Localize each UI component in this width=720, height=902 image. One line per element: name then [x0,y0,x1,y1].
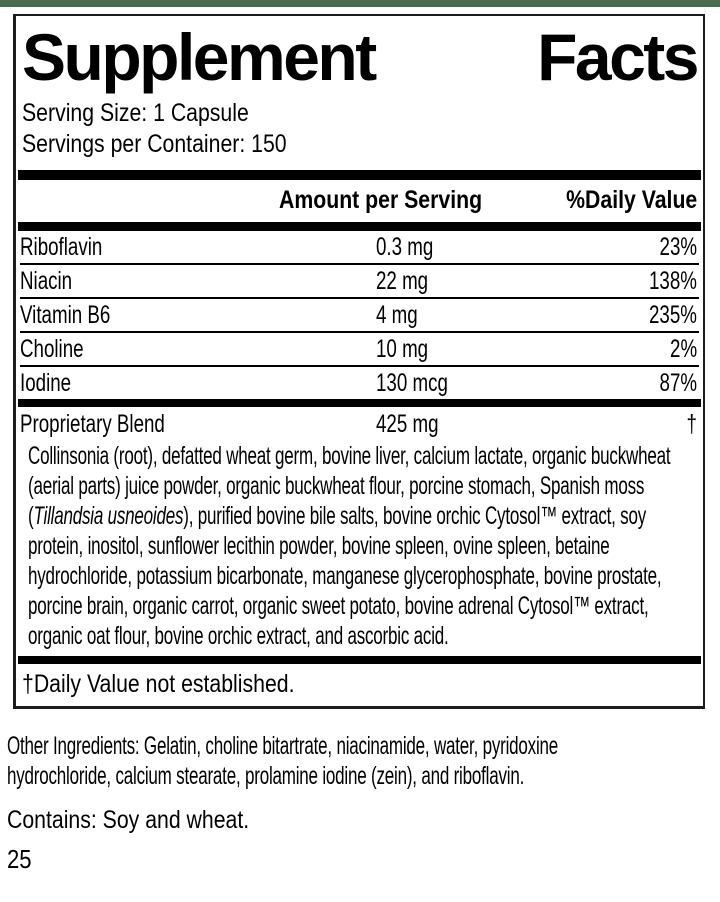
servings-per-container-text: Servings per Container: 150 [22,130,287,158]
nutrient-row-iodine [20,365,699,399]
blend-ingredients-text: Collinsonia (root), defatted wheat germ, bovine liver, calcium lactate, organic buckwheat (aerial parts) juice powder, organic buckwheat flour, porcine stomach, Spanish moss (Tillandsia usneoides), purified bovine bile salts, bovine orchic Cytosol™ extract, soy protein, inositol, sunflower lecithin powder, bovine spleen, ovine spleen, betaine hydrochloride, potassium bicarbonate, manganese glycerophosphate, bovine prostate, porcine brain, organic carrot, organic sweet potato, bovine adrenal Cytosol™ extract, organic oat flour, bovine orchic extract, and ascorbic acid. [28,442,671,650]
blend-dv-dagger: † [686,409,697,438]
nutrient-dv: 23% [659,232,697,261]
nutrient-amount: 22 mg [376,266,429,295]
nutrient-amount: 10 mg [376,334,429,363]
nutrient-row-choline [20,331,699,365]
nutrient-amount: 0.3 mg [376,232,434,261]
blend-name: Proprietary Blend [20,409,165,438]
serving-size-line [22,98,699,129]
divider-thick-bottom [18,656,701,664]
nutrient-name: Niacin [20,266,73,295]
supplement-facts-panel [13,14,705,709]
amount-per-serving-header: Amount per Serving [279,186,483,214]
nutrient-name: Choline [20,334,84,363]
below-panel-text [7,731,655,874]
nutrient-amount: 130 mcg [376,368,448,397]
nutrient-name: Vitamin B6 [20,300,111,329]
page-number: 25 [7,844,32,874]
nutrient-amount: 4 mg [376,300,418,329]
contains-statement: Contains: Soy and wheat. [7,806,250,834]
nutrient-dv: 87% [659,368,697,397]
nutrient-dv: 2% [669,334,697,363]
panel-title [22,22,697,92]
blend-ingredients-paragraph [28,441,699,651]
top-accent-strip [0,0,720,7]
serving-size-text: Serving Size: 1 Capsule [22,99,249,127]
nutrient-name: Riboflavin [20,232,103,261]
panel-title-word-facts: Facts [537,20,697,94]
nutrient-dv: 235% [649,300,697,329]
proprietary-blend-row [20,407,699,441]
divider-thick-top [18,170,701,180]
nutrient-row-niacin [20,263,699,297]
panel-title-word-supplement: Supplement [22,20,375,94]
servings-per-container-line [22,129,699,160]
nutrient-name: Iodine [20,368,72,397]
nutrient-row-riboflavin [20,231,699,263]
nutrient-dv: 138% [649,266,697,295]
blend-amount: 425 mg [376,409,439,438]
divider-thick-under-header [18,222,701,231]
nutrient-row-vitamin-b6 [20,297,699,331]
other-ingredients-paragraph: Other Ingredients: Gelatin, choline bitartrate, niacinamide, water, pyridoxine hydrochloride, calcium stearate, prolamine iodine (zein), and riboflavin. [7,732,559,790]
daily-value-header: %Daily Value [565,186,697,214]
serving-info [22,98,699,160]
divider-thick-above-blend [18,399,701,407]
table-header-row [20,180,699,222]
daily-value-footnote: †Daily Value not established. [22,670,295,698]
